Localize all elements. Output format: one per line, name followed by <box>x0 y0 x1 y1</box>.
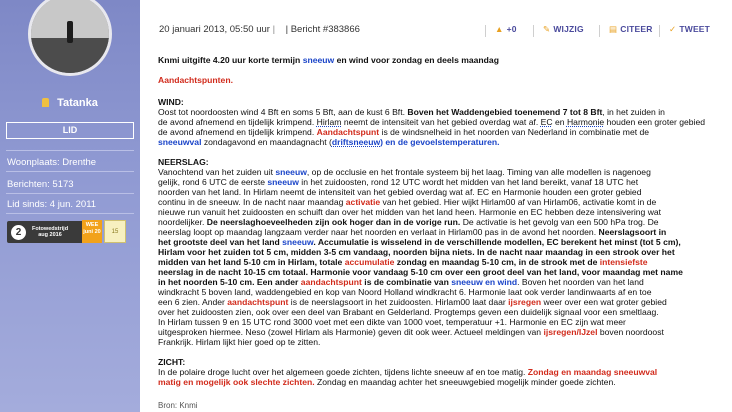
text-red: Aandachtspunt <box>316 127 380 137</box>
twitter-icon: ✓ <box>669 24 677 34</box>
post-title <box>158 55 722 65</box>
tweet-button[interactable] <box>669 24 710 35</box>
text-red: Zondag en maandag sneeuwval <box>527 367 658 377</box>
text-segment: , op de occlusie en het frontale systeem bij het laag. Timing van alle modellen is nagenoeg <box>306 167 651 177</box>
text-segment: Zondag en maandag achter het sneeuwgebied mogelijk minder goede zichten. <box>314 377 616 387</box>
text-line: over het zuidoosten zien, ook over een deel van Brabant en Gelderland. Progtemps geven een duidelijk signaal voor een smeltlaag. <box>158 307 659 317</box>
text-line <box>158 137 722 147</box>
keyword-link[interactable]: Hirlam <box>316 117 342 127</box>
text-line <box>158 177 722 187</box>
text-line <box>158 217 722 227</box>
award-text-line1: Fotowedstrijd <box>32 226 69 232</box>
like-count: +0 <box>506 24 517 34</box>
quote-button[interactable] <box>609 24 653 35</box>
action-divider <box>599 25 600 37</box>
wind-heading: WIND: <box>158 97 184 107</box>
text-line <box>158 297 722 307</box>
text-line <box>158 107 722 117</box>
text-segment: . Accumulatie is wisselend in de verschillende modellen, EC berekent het minst (tot 5 cm), <box>313 237 681 247</box>
post-title-text: Knmi uitgifte 4.20 uur korte termijn <box>158 55 303 65</box>
neerslag-paragraph <box>158 167 722 347</box>
quote-label: CITEER <box>620 24 653 34</box>
text-segment: een 6 zien. Ander <box>158 297 228 307</box>
text-line: neerslag in de nacht 10-15 cm totaal. Harmonie voor vandaag 5-10 cm over een groot deel van het land, voor maandag met name <box>158 267 683 277</box>
award-badge-week[interactable] <box>82 220 102 243</box>
text-red: aandachtspunt <box>300 277 362 287</box>
text-segment: in het noorden 5-10 cm. Een ander <box>158 277 301 287</box>
text-segment: houden een groter gebied <box>604 117 706 127</box>
action-divider <box>485 25 486 37</box>
username[interactable]: Tatanka <box>57 97 98 109</box>
text-segment: De activatie is het gevolg van een 500 hPa trog. De <box>460 217 659 227</box>
text-segment: noordelijker. <box>158 217 207 227</box>
divider <box>6 171 134 172</box>
text-segment: gelijk, rond 6 UTC de eerste <box>158 177 268 187</box>
award-number: 2 <box>11 225 26 240</box>
keyword-link[interactable]: driftsneeuw <box>331 137 381 147</box>
text-bold: De neerslaghoeveelheden zijn ook hoger dan in de vorige run. <box>206 217 461 227</box>
username-row[interactable] <box>0 97 140 109</box>
user-sidebar <box>0 0 140 412</box>
text-segment: continu in de sneeuw. In de nacht naar maandag <box>158 197 346 207</box>
award-week-line2: juni 20 <box>83 229 101 235</box>
text-line <box>158 277 722 287</box>
text-segment: . Boven het noorden van het land <box>517 277 644 287</box>
text-segment: van het gebied. Hier wijkt Hirlam00 af van Hirlam06, activatie komt in de <box>380 197 657 207</box>
action-divider <box>659 25 660 37</box>
berichten-count: Berichten: 5173 <box>7 179 74 190</box>
text-segment: Vanochtend van het zuiden uit <box>158 167 276 177</box>
text-line: In Hirlam tussen 9 en 15 UTC rond 3000 voet met een dikte van 1000 voet, temperatuur +1. Harmonie en EC zijn wat meer <box>158 317 626 327</box>
text-line <box>158 127 722 137</box>
lid-sinds: Lid sinds: 4 jun. 2011 <box>7 199 97 210</box>
keyword-link[interactable]: sneeuw <box>267 177 299 187</box>
text-segment: de avond afnemend en tijdelijk krimpend. <box>158 117 317 127</box>
text-segment: neerslag loopt op maandag langzaam verder naar het noorden en verlaat in Hirlam00 pas in de avond het noorden. <box>158 227 599 237</box>
meta-separator: | <box>272 24 276 35</box>
keyword-link[interactable]: sneeuwval <box>158 137 202 147</box>
text-line: windkracht 5 boven land, waddengebied en kop van Noord Holland windkracht 6. Harmonie laat ook verder landinwaarts af en toe <box>158 287 652 297</box>
text-red: accumulatie <box>344 257 395 267</box>
text-red: ijsregen <box>508 297 542 307</box>
keyword-link[interactable]: EC <box>540 117 553 127</box>
text-line: Frankrijk. Hirlam lijkt hier goed op te zitten. <box>158 337 321 347</box>
post-datetime: 20 januari 2013, 05:50 uur <box>159 24 270 35</box>
post-title-text: en wind voor zondag en deels maandag <box>334 55 499 65</box>
aandachtspunten-heading: Aandachtspunten. <box>158 75 233 85</box>
edit-label: WIJZIG <box>553 24 584 34</box>
text-segment: zondag en maandag 5-10 cm, in de strook met de <box>394 257 600 267</box>
award-text-line2: aug 2016 <box>38 232 62 238</box>
text-line <box>158 237 722 247</box>
text-red: ijsregen/IJzel <box>543 327 598 337</box>
keyword-link[interactable]: sneeuw en wind <box>451 277 518 287</box>
zicht-heading: ZICHT: <box>158 357 186 367</box>
action-divider <box>533 25 534 37</box>
edit-button[interactable] <box>543 24 584 35</box>
text-line <box>158 227 722 237</box>
text-segment: is de neerslagsoort in het zuidoosten. Hirlam00 laat daar <box>288 297 509 307</box>
text-segment: zondagavond en maandagnacht ( <box>201 137 332 147</box>
text-line: nieuwe run vanuit het zuidoosten en schuift dan over het midden van het land heen. Harmonie en EC hebben deze intensivering wat <box>158 207 662 217</box>
text-segment: in het zuidoosten, rond 12 UTC wordt het midden van het land bereikt, vanaf 18 UTC het <box>298 177 639 187</box>
quote-icon: ▤ <box>609 24 618 34</box>
pencil-icon: ✎ <box>543 24 551 34</box>
text-blue: ) en de gevoelstemperaturen. <box>380 137 500 147</box>
text-bold: Neerslagsoort in <box>598 227 667 237</box>
text-segment: boven noordoost <box>597 327 664 337</box>
text-segment: en <box>552 117 567 127</box>
tweet-label: TWEET <box>679 24 711 34</box>
keyword-link[interactable]: sneeuw <box>275 167 307 177</box>
text-line: noorden van het land. In Hirlam neemt de intensiteit van het gebied overdag wat af. EC en Harmonie houden een groter gebied <box>158 187 642 197</box>
text-segment: neemt de intensiteit van het gebied overdag wat af. <box>341 117 541 127</box>
text-segment: , in het zuiden in <box>602 107 665 117</box>
award-text <box>32 226 68 238</box>
text-segment: Oost tot noordoosten wind 4 Bft en soms 5 Bft, aan de kust 6 Bft. <box>158 107 408 117</box>
text-line <box>158 377 722 387</box>
text-segment: midden van het land 5-10 cm in Hirlam, totale <box>158 257 345 267</box>
text-red: aandachtspunt <box>227 297 289 307</box>
text-red: activatie <box>345 197 381 207</box>
woonplaats: Woonplaats: Drenthe <box>7 157 97 168</box>
text-line <box>158 257 722 267</box>
award-week-line1: WEE <box>85 222 99 228</box>
divider <box>6 193 134 194</box>
text-red: matig en mogelijk ook slechte zichten. <box>158 377 315 387</box>
like-button[interactable] <box>495 24 517 34</box>
post-header <box>153 21 723 41</box>
text-red: intensiefste <box>599 257 648 267</box>
wind-paragraph <box>158 107 722 147</box>
keyword-link[interactable]: sneeuw <box>302 55 335 65</box>
text-segment: In de polaire droge lucht over het algemeen goede zichten, tijdens lichte sneeuw af en toe matig. <box>158 367 528 377</box>
text-line <box>158 327 722 337</box>
text-segment: het grootste deel van het land <box>158 237 283 247</box>
text-line: Hirlam voor het zuiden tot 5 cm, midden 3-5 cm vandaag, noorden bijna niets. In de nacht naar maandag in een strook over het <box>158 247 675 257</box>
keyword-link[interactable]: sneeuw <box>282 237 314 247</box>
text-line <box>158 197 722 207</box>
divider <box>6 150 134 151</box>
rank-badge: LID <box>6 122 134 139</box>
divider <box>6 213 134 214</box>
zicht-paragraph <box>158 367 722 387</box>
text-line <box>158 117 722 127</box>
post-source: Bron: Knmi <box>158 401 198 410</box>
post-meta <box>159 24 360 35</box>
avatar-ground <box>31 38 109 73</box>
text-segment: weer over een wat groter gebied <box>541 297 667 307</box>
text-segment: de avond afnemend en tijdelijk krimpend. <box>158 127 317 137</box>
text-line <box>158 367 722 377</box>
neerslag-heading: NEERSLAG: <box>158 157 209 167</box>
text-bold: Boven het Waddengebied toenemend 7 tot 8 Bft <box>407 107 603 117</box>
keyword-link[interactable]: Harmonie <box>566 117 605 127</box>
thumbs-up-icon: ▲ <box>495 24 504 34</box>
avatar-figure <box>67 21 73 43</box>
post-number[interactable]: | Bericht #383866 <box>285 24 360 35</box>
text-segment: is de windsnelheid in het noorden van Nederland in combinatie met de <box>379 127 650 137</box>
post-body <box>158 55 722 411</box>
award-badge-extra[interactable]: 15 <box>104 220 126 243</box>
user-icon <box>42 98 49 107</box>
text-line <box>158 167 722 177</box>
text-segment: is de combinatie van <box>361 277 452 287</box>
text-segment: uitgesproken hiermee. Neso (zowel Hirlam als Harmonie) geven dit ook weer. Actueel meldingen van <box>158 327 544 337</box>
avatar[interactable] <box>28 0 112 76</box>
